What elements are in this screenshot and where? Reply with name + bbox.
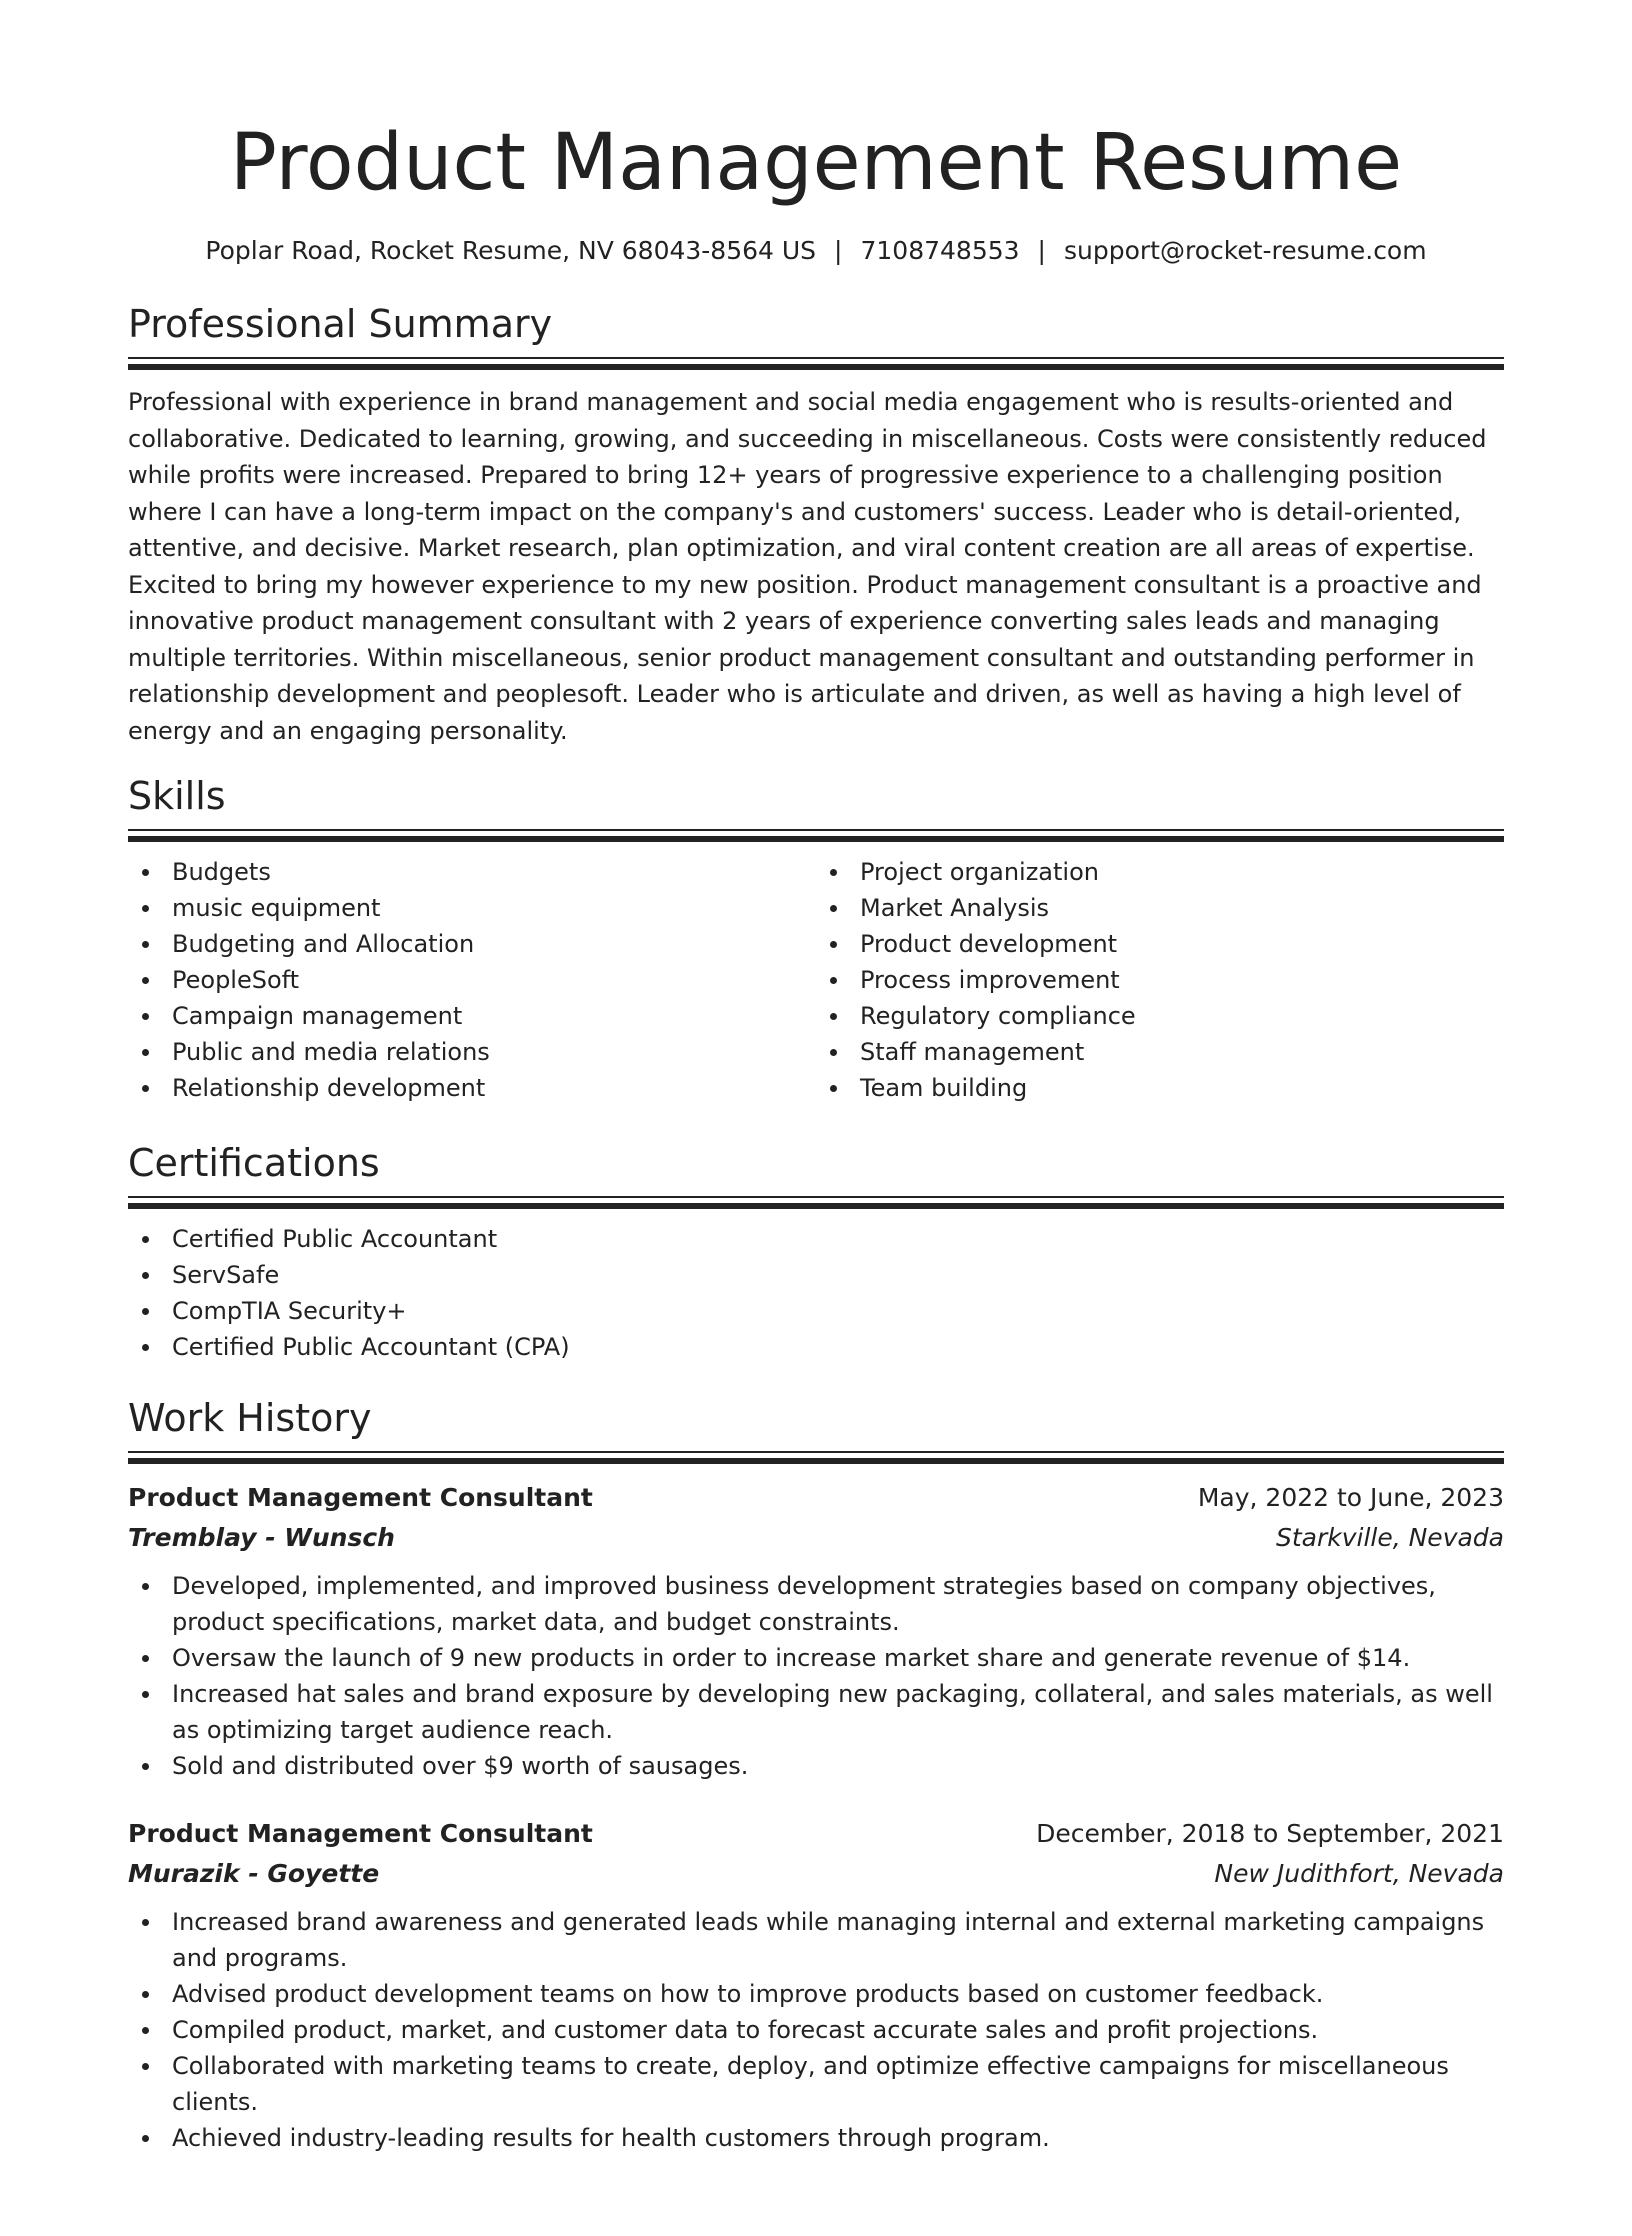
- list-item: Budgeting and Allocation: [128, 926, 816, 962]
- job-location: New Judithfort, Nevada: [1214, 1859, 1504, 1888]
- contact-phone: 7108748553: [860, 236, 1020, 265]
- list-item: Process improvement: [816, 962, 1504, 998]
- list-item: Market Analysis: [816, 890, 1504, 926]
- list-item: Project organization: [816, 854, 1504, 890]
- list-item: Compiled product, market, and customer data to forecast accurate sales and profit projections.: [128, 2012, 1504, 2048]
- skills-columns: [128, 842, 1504, 1106]
- job-entry: [128, 1814, 1504, 2156]
- skills-section: [128, 774, 1504, 1106]
- list-item: Budgets: [128, 854, 816, 890]
- summary-section: [128, 302, 1504, 749]
- skills-list-left: [128, 854, 816, 1106]
- contact-address: Poplar Road, Rocket Resume, NV 68043-8564 US: [205, 236, 817, 265]
- section-rule: [128, 1451, 1504, 1464]
- section-heading: Certifications: [128, 1141, 380, 1185]
- list-item: Increased hat sales and brand exposure by developing new packaging, collateral, and sales materials, as well as optimizing target audience reach.: [128, 1676, 1504, 1748]
- work-history-section: [128, 1396, 1504, 2156]
- contact-email: support@rocket-resume.com: [1063, 236, 1427, 265]
- list-item: Staff management: [816, 1034, 1504, 1070]
- list-item: Sold and distributed over $9 worth of sausages.: [128, 1748, 1504, 1784]
- job-company: Tremblay - Wunsch: [128, 1523, 395, 1552]
- certifications-list: [128, 1221, 1504, 1365]
- job-title: Product Management Consultant: [128, 1819, 593, 1848]
- job-header: [128, 1478, 1504, 1518]
- resume-page: [0, 118, 1632, 2236]
- list-item: Team building: [816, 1070, 1504, 1106]
- job-company: Murazik - Goyette: [128, 1859, 380, 1888]
- list-item: Increased brand awareness and generated leads while managing internal and external marketing campaigns and programs.: [128, 1904, 1504, 1976]
- section-heading: Work History: [128, 1396, 372, 1440]
- job-subheader: [128, 1518, 1504, 1558]
- list-item: Regulatory compliance: [816, 998, 1504, 1034]
- contact-line: [128, 236, 1504, 265]
- job-subheader: [128, 1854, 1504, 1894]
- list-item: CompTIA Security+: [128, 1293, 1504, 1329]
- list-item: Campaign management: [128, 998, 816, 1034]
- list-item: Certified Public Accountant (CPA): [128, 1329, 1504, 1365]
- job-entry: [128, 1478, 1504, 1784]
- skills-list-right: [816, 854, 1504, 1106]
- list-item: Oversaw the launch of 9 new products in order to increase market share and generate revenue of $14.: [128, 1640, 1504, 1676]
- section-rule: [128, 357, 1504, 370]
- job-location: Starkville, Nevada: [1275, 1523, 1504, 1552]
- list-item: music equipment: [128, 890, 816, 926]
- job-dates: December, 2018 to September, 2021: [1036, 1819, 1504, 1848]
- summary-text: Professional with experience in brand management and social media engagement who is results-oriented and collaborative. Dedicated to learning, growing, and succeeding in miscellaneous. Costs were consistently reduced while profits were increased. Prepared to bring 12+ years of progressive experience to a challenging position where I can have a long-term impact on the company's and customers' success. Leader who is detail-oriented, attentive, and decisive. Market research, plan optimization, and viral content creation are all areas of expertise. Excited to bring my however experience to my new position. Product management consultant is a proactive and innovative product management consultant with 2 years of experience converting sales leads and managing multiple territories. Within miscellaneous, senior product management consultant and outstanding performer in relationship development and peoplesoft. Leader who is articulate and driven, as well as having a high level of energy and an engaging personality.: [128, 388, 1487, 745]
- resume-title: Product Management Resume: [229, 118, 1403, 208]
- list-item: Public and media relations: [128, 1034, 816, 1070]
- certifications-section: [128, 1141, 1504, 1365]
- section-rule: [128, 1196, 1504, 1209]
- list-item: ServSafe: [128, 1257, 1504, 1293]
- job-header: [128, 1814, 1504, 1854]
- list-item: Advised product development teams on how to improve products based on customer feedback.: [128, 1976, 1504, 2012]
- job-bullets: [128, 1904, 1504, 2156]
- list-item: Achieved industry-leading results for health customers through program.: [128, 2120, 1504, 2156]
- contact-separator: |: [834, 236, 843, 265]
- list-item: Developed, implemented, and improved business development strategies based on company objectives, product specifications, market data, and budget constraints.: [128, 1568, 1504, 1640]
- list-item: Relationship development: [128, 1070, 816, 1106]
- list-item: Certified Public Accountant: [128, 1221, 1504, 1257]
- list-item: Product development: [816, 926, 1504, 962]
- section-heading: Skills: [128, 774, 226, 818]
- job-title: Product Management Consultant: [128, 1483, 593, 1512]
- list-item: PeopleSoft: [128, 962, 816, 998]
- section-heading: Professional Summary: [128, 302, 553, 346]
- job-bullets: [128, 1568, 1504, 1784]
- section-rule: [128, 829, 1504, 842]
- contact-separator: |: [1037, 236, 1046, 265]
- list-item: Collaborated with marketing teams to create, deploy, and optimize effective campaigns for miscellaneous clients.: [128, 2048, 1504, 2120]
- job-dates: May, 2022 to June, 2023: [1197, 1483, 1504, 1512]
